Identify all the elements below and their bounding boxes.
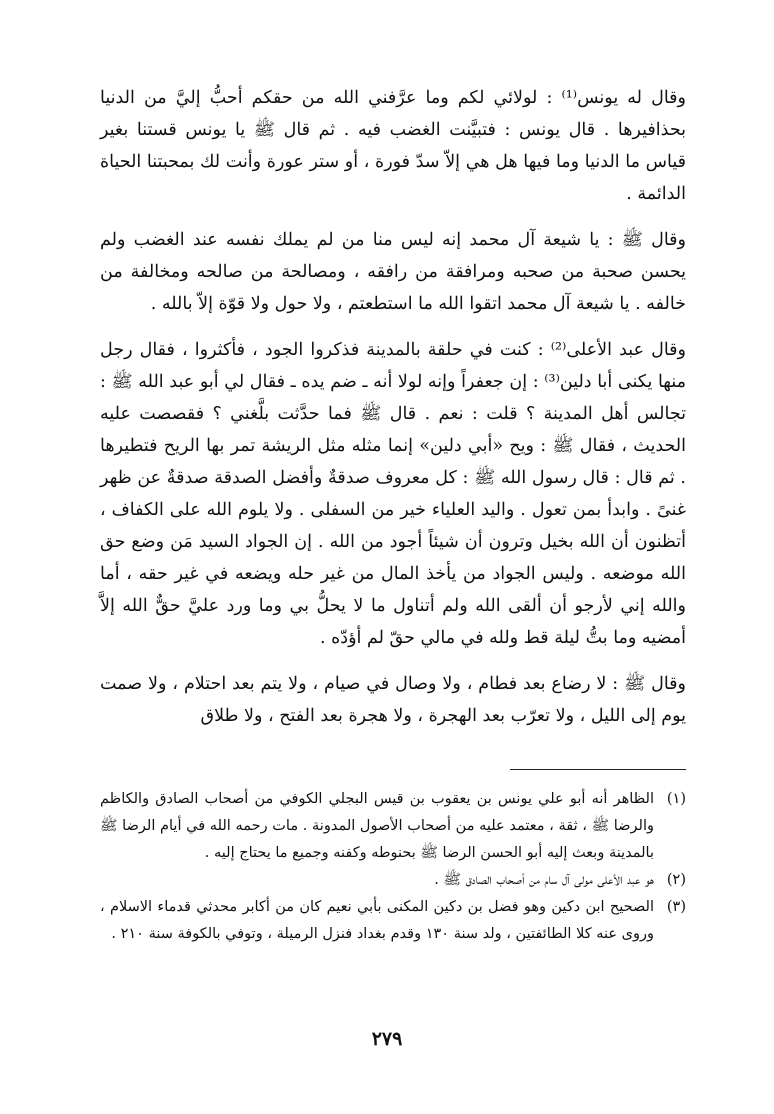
paragraph-4: وقال ﷺ : لا رضاع بعد فطام ، ولا وصال في صيام ، ولا يتم بعد احتلام ، ولا صمت يوم إلى الليل ، ولا تعرّب بعد الهجرة ، ولا هجرة بعد الفتح ، ولا طلاق [100, 674, 686, 726]
paragraph-3: وقال عبد الأعلى⁽²⁾ : كنت في حلقة بالمدينة فذكروا الجود ، فأكثروا ، فقال رجل منها يكنى أبا دلين⁽³⁾ : إن جعفراً وإنه لولا أنه ـ ضم يده ـ فقال لي أبو عبد الله ﷺ : تجالس أهل المدينة ؟ قلت : نعم . قال ﷺ فما حدَّثت بلَّغني ؟ فقصصت عليه الحديث ، فقال ﷺ : ويح «أبي دلين» إنما مثله مثل الريشة تمر بها الريح فتطيرها . ثم قال : قال رسول الله ﷺ : كل معروف صدقةٌ وأفضل الصدقة صدقةٌ عن ظهر غنىً . وابدأ بمن تعول . واليد العلياء خير من السفلى . ولا يلوم الله على الكفاف ، أتظنون أن الله بخيل وترون أن شيئاً أجود من الله . إن الجواد السيد مَن وضع حق الله موضعه . وليس الجواد من يأخذ المال من غير حله ويضعه في غير حقه ، أما والله إني لأرجو أن ألقى الله ولم أتناول ما لا يحلُّ بي وما ورد عليَّ حقٌّ الله إلاَّ أمضيه وما بتُّ ليلة قط ولله في مالي حقّ لم أؤدّه . [100, 340, 687, 648]
footnote-3 [100, 894, 686, 948]
footnote-text: الصحيح ابن دكين وهو فضل بن دكين المكنى بأبي نعيم كان من أكابر محدثي قدماء الاسلام ، وروى عنه كلا الطائفتين ، ولد سنة ١٣٠ وقدم بغداد فنزل الرميلة ، وتوفي بالكوفة سنة ٢١٠ . [100, 899, 654, 942]
footnotes [100, 786, 686, 948]
footnote-number: (٣) [666, 899, 686, 915]
paragraph-2: وقال ﷺ : يا شيعة آل محمد إنه ليس منا من لم يملك نفسه عند الغضب ولم يحسن صحبة من صحبه ومرافقة من رافقه ، ومصالحة من صالحه ومخالفة من خالفه . يا شيعة آل محمد اتقوا الله ما استطعتم ، ولا حول ولا قوّة إلاّ بالله . [100, 230, 686, 314]
footnote-1 [100, 786, 686, 867]
paragraph-1: وقال له يونس⁽¹⁾ : لولائي لكم وما عرَّفني الله من حقكم أحبُّ إليَّ من الدنيا بحذافيرها . قال يونس : فتبيَّنت الغضب فيه . ثم قال ﷺ يا يونس قستنا بغير قياس ما الدنيا وما فيها هل هي إلاّ سدّ فورة ، أو ستر عورة وأنت لك بمحبتنا الحياة الدائمة . [100, 88, 686, 204]
footnote-number: (٢) [666, 872, 686, 888]
footnote-text: الظاهر أنه أبو علي يونس بن يعقوب بن قيس البجلي الكوفي من أصحاب الصادق والكاظم والرضا ﷺ ، ثقة ، معتمد عليه من أصحاب الأصول المدونة . مات رحمه الله في أيام الرضا ﷺ بالمدينة وبعث إليه أبو الحسن الرضا ﷺ بحنوطه وكفنه وجميع ما يحتاج إليه . [100, 791, 654, 861]
footnote-divider [510, 769, 686, 770]
footnote-2 [100, 867, 686, 894]
footnote-number: (١) [666, 791, 686, 807]
main-text [100, 82, 686, 746]
footnote-text: هو عبد الأعلى مولى آل سام من أصحاب الصادق ﷺ . [434, 872, 654, 888]
page-number: ٢٧٩ [371, 1028, 403, 1050]
